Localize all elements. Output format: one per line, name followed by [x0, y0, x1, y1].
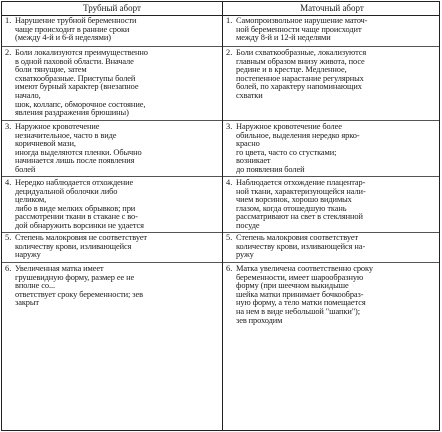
item-text: Степень малокровия не соответствует количеству крови, изливающейся наружу — [15, 233, 147, 260]
item-number: 3. — [226, 122, 233, 131]
item-number: 6. — [5, 264, 12, 273]
item-number: 6. — [226, 264, 233, 273]
item-number: 4. — [5, 178, 12, 187]
row-divider — [2, 176, 222, 177]
item-text: Наружное кровотечение незначительное, часто в виде коричневой мази, иногда выделяются пленки. Обычно начинается лишь после появления болей — [15, 122, 142, 174]
header-uterine-abortion: Маточный аборт — [300, 3, 364, 13]
column-divider — [222, 2, 223, 430]
item-number: 2. — [226, 48, 233, 57]
row-divider — [2, 46, 222, 47]
item-number: 3. — [5, 122, 12, 131]
item-text: Наружное кровотечение более обильное, выделения нередко ярко- красно го цвета, часто со сгустками; возникает до появления болей — [236, 122, 360, 174]
item-text: Матка увеличена соответственно сроку беременности, имеет шарообразную форму (при шеечном выкидыше шейка матки принимает бочкообраз- ную форму, а тело матки помещается на нем в виде небольшой "шапки"); зев проходим — [236, 264, 373, 325]
row-divider — [2, 262, 222, 263]
row-divider — [223, 46, 440, 47]
comparison-table — [1, 1, 440, 431]
row-divider — [2, 120, 222, 121]
item-number: 4. — [226, 178, 233, 187]
item-text: Нарушение трубной беременности чаще происходит в ранние сроки (между 4-й и 6-й неделями) — [15, 16, 137, 43]
row-divider — [223, 262, 440, 263]
item-number: 5. — [5, 233, 12, 242]
item-number: 1. — [226, 16, 233, 25]
row-divider — [223, 176, 440, 177]
item-text: Самопроизвольное нарушение маточ- ной беременности чаще происходит между 8-й и 12-й неделями — [236, 16, 368, 43]
item-text: Степень малокровия соответствует количеству крови, изливающейся на- ружу — [236, 233, 366, 260]
item-text: Наблюдается отхождение плацентар- ной ткани, характеризующейся нали- чием ворсинок, хорошо видимых глазом, когда отошедшую ткань рассматривают на свет в стеклянной посуде — [236, 178, 366, 230]
item-number: 5. — [226, 233, 233, 242]
header-tubal-abortion: Трубный аборт — [83, 3, 141, 13]
item-text: Боли локализуются преимущественно в одной паховой области. Вначале боли тянущие, затем схваткообразные. Приступы болей имеют бурный характер (внезапное начало, шок, коллапс, обморочное состояние, явления раздражения брюшины) — [15, 48, 148, 118]
item-text: Боли схваткообразные, локализуются главным образом внизу живота, посе редине и в крестце. Медленное, постепенное нарастание регулярных болей, по характеру напоминающих схватки — [236, 48, 367, 100]
item-number: 2. — [5, 48, 12, 57]
row-divider — [223, 120, 440, 121]
item-text: Увеличенная матка имеет грушевидную форму, размер ее не вполне со... ответствует сроку беременности; зев закрыт — [15, 264, 143, 308]
item-number: 1. — [5, 16, 12, 25]
item-text: Нередко наблюдается отхождение децидуальной оболочки либо целиком, либо в виде мелких обрывков; при рассмотрении ткани в стакане с во- дой обнаружить ворсинки не удается — [15, 178, 144, 230]
